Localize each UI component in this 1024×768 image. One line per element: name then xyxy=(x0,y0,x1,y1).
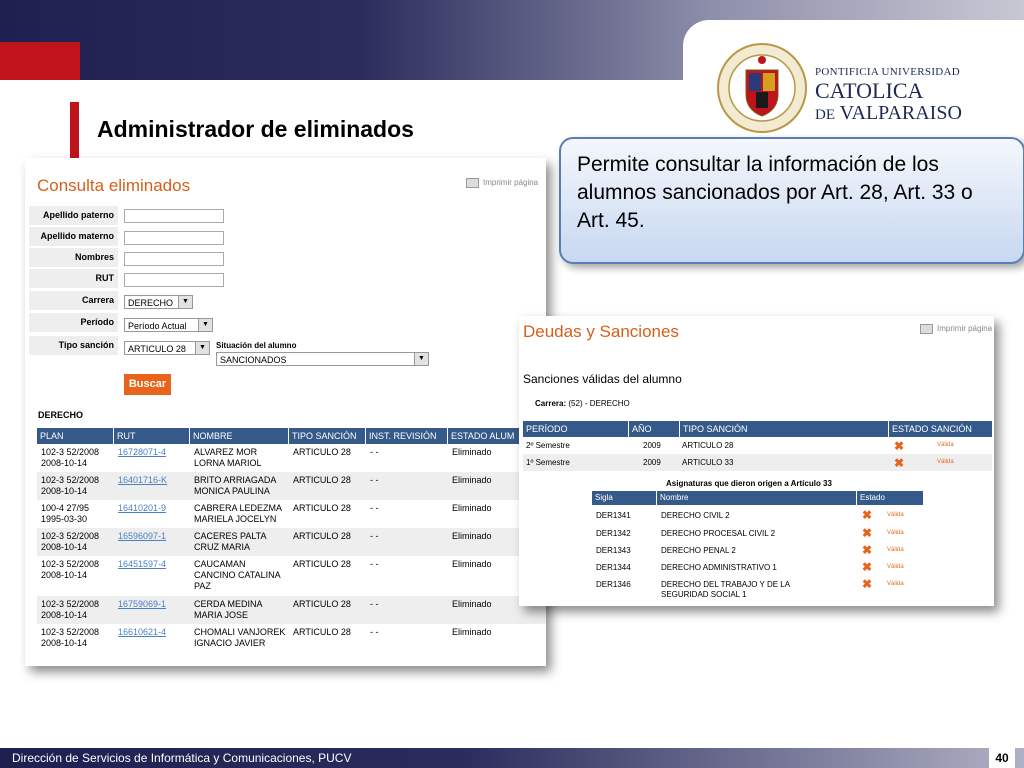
career-section-label: DERECHO xyxy=(38,410,84,420)
deudas-sanciones-panel xyxy=(519,316,994,606)
title-accent-bar xyxy=(70,102,79,160)
cell-inst: - - xyxy=(370,559,379,569)
cell-estado: Eliminado xyxy=(452,627,492,637)
estado-valida: Válida xyxy=(887,512,904,518)
cell-inst: - - xyxy=(370,503,379,513)
cell-nombre: DERECHO DEL TRABAJO Y DE LA SEGURIDAD SOCIAL 1 xyxy=(661,580,790,599)
cell-rut-link[interactable]: 16410201-9 xyxy=(118,503,167,513)
cell-estado: Eliminado xyxy=(452,599,492,609)
table-row xyxy=(523,437,992,454)
cell-inst: - - xyxy=(370,447,379,457)
cell-tipo: ARTICULO 28 xyxy=(293,599,351,609)
cell-rut-link[interactable]: 16451597-4 xyxy=(118,559,167,569)
logo-line-2: CATOLICA xyxy=(815,78,924,103)
situacion-select-value: SANCIONADOS xyxy=(220,355,287,365)
table-row xyxy=(523,454,992,471)
cell-periodo: 1º Semestre xyxy=(526,458,570,467)
footer-bar xyxy=(0,748,1024,768)
table-row xyxy=(37,500,546,528)
cell-sigla: DER1344 xyxy=(596,563,631,572)
cell-anio: 2009 xyxy=(643,458,661,467)
consulta-eliminados-panel xyxy=(25,158,546,666)
footer-text: Dirección de Servicios de Informática y Comunicaciones, PUCV xyxy=(12,751,352,765)
logo-line-3-prefix: DE xyxy=(815,107,835,123)
cell-sigla: DER1346 xyxy=(596,580,631,589)
cell-tipo: ARTICULO 28 xyxy=(293,531,351,541)
table-row xyxy=(37,624,546,664)
rut-label: RUT xyxy=(29,269,118,288)
cell-nombre: DERECHO ADMINISTRATIVO 1 xyxy=(661,563,777,572)
cell-sigla: DER1343 xyxy=(596,546,631,555)
cell-estado: Eliminado xyxy=(452,559,492,569)
logo-line-1: PONTIFICIA UNIVERSIDAD xyxy=(815,66,961,78)
sanciones-header xyxy=(523,421,992,437)
header-red-accent xyxy=(0,42,80,80)
estado-valida: Válida xyxy=(937,442,954,448)
cell-inst: - - xyxy=(370,599,379,609)
sanciones-subtitle: Sanciones válidas del alumno xyxy=(523,372,682,386)
print-link[interactable] xyxy=(920,324,992,334)
table-row xyxy=(592,558,923,575)
apellido-materno-input[interactable] xyxy=(124,231,224,245)
carrera-info-label: Carrera: xyxy=(535,399,567,408)
table-row xyxy=(37,528,546,556)
cell-nombre: BRITO ARRIAGADA MONICA PAULINA xyxy=(194,475,276,496)
cell-tipo: ARTICULO 28 xyxy=(293,559,351,569)
print-label: Imprimir página xyxy=(937,324,993,334)
col-estado-sancion: ESTADO SANCIÓN xyxy=(892,424,972,434)
tipo-sancion-label: Tipo sanción xyxy=(29,336,118,355)
cell-sigla: DER1342 xyxy=(596,529,631,538)
situacion-label: Situación del alumno xyxy=(216,341,297,350)
apellido-paterno-label: Apellido paterno xyxy=(29,206,118,225)
asignaturas-header xyxy=(592,491,923,505)
table-row xyxy=(592,524,923,541)
table-row xyxy=(37,596,546,624)
info-callout: Permite consultar la información de los alumnos sancionados por Art. 28, Art. 33 o Art. 45. xyxy=(559,137,1024,264)
deudas-title: Deudas y Sanciones xyxy=(523,322,679,341)
printer-icon xyxy=(466,178,479,188)
col-tipo-sancion: TIPO SANCIÓN xyxy=(680,421,889,437)
university-logo xyxy=(815,67,962,123)
apellido-paterno-input[interactable] xyxy=(124,209,224,223)
col-nombre: NOMBRE xyxy=(190,428,289,444)
periodo-label: Período xyxy=(29,313,118,332)
col-estado: Estado xyxy=(860,493,885,502)
results-header xyxy=(37,428,546,444)
page-number: 40 xyxy=(989,748,1015,768)
consulta-title: Consulta eliminados xyxy=(37,176,191,195)
carrera-info xyxy=(535,399,630,408)
cell-tipo: ARTICULO 28 xyxy=(682,441,734,450)
col-anio: AÑO xyxy=(629,421,680,437)
carrera-label: Carrera xyxy=(29,291,118,310)
cell-rut-link[interactable]: 16401716-K xyxy=(118,475,168,485)
logo-line-3 xyxy=(815,103,962,123)
cell-inst: - - xyxy=(370,627,379,637)
estado-valida: Válida xyxy=(887,547,904,553)
estado-valida: Válida xyxy=(887,530,904,536)
carrera-select[interactable] xyxy=(124,295,193,309)
cell-plan: 100-4 27/95 1995-03-30 xyxy=(41,503,90,524)
table-row xyxy=(592,575,923,602)
cell-nombre: CACERES PALTA CRUZ MARIA xyxy=(194,531,267,552)
printer-icon xyxy=(920,324,933,334)
logo-line-3-main: VALPARAISO xyxy=(839,102,962,124)
cell-rut-link[interactable]: 16728071-4 xyxy=(118,447,167,457)
estado-valida: Válida xyxy=(887,581,904,587)
col-estado: ESTADO ALUM xyxy=(451,431,515,441)
cell-plan: 102-3 52/2008 2008-10-14 xyxy=(41,599,100,620)
cell-tipo: ARTICULO 28 xyxy=(293,447,351,457)
apellido-materno-label: Apellido materno xyxy=(29,227,118,246)
cell-tipo: ARTICULO 28 xyxy=(293,503,351,513)
cell-periodo: 2º Semestre xyxy=(526,441,570,450)
print-label: Imprimir página xyxy=(483,178,539,188)
cell-estado: Eliminado xyxy=(452,447,492,457)
cell-inst: - - xyxy=(370,475,379,485)
periodo-select-value: Período Actual xyxy=(128,321,187,331)
periodo-select[interactable] xyxy=(124,318,213,332)
university-seal-icon xyxy=(716,42,808,134)
cell-nombre: CABRERA LEDEZMA MARIELA JOCELYN xyxy=(194,503,282,524)
table-row xyxy=(37,556,546,596)
table-row xyxy=(37,472,546,500)
cell-plan: 102-3 52/2008 2008-10-14 xyxy=(41,531,100,552)
chevron-down-icon: ▼ xyxy=(178,296,192,308)
cell-plan: 102-3 52/2008 2008-10-14 xyxy=(41,447,100,468)
col-periodo: PERÍODO xyxy=(523,421,629,437)
x-icon: ✖ xyxy=(862,543,873,557)
col-sigla: Sigla xyxy=(592,491,657,505)
col-inst-revision: INST. REVISIÓN xyxy=(366,428,448,444)
cell-rut-link[interactable]: 16759069-1 xyxy=(118,599,167,609)
cell-tipo: ARTICULO 33 xyxy=(682,458,734,467)
print-link[interactable] xyxy=(466,178,538,188)
cell-nombre: DERECHO CIVIL 2 xyxy=(661,511,730,520)
x-icon: ✖ xyxy=(894,456,905,470)
cell-inst: - - xyxy=(370,531,379,541)
table-row xyxy=(592,541,923,558)
situacion-select[interactable] xyxy=(216,352,429,366)
cell-plan: 102-3 52/2008 2008-10-14 xyxy=(41,475,100,496)
cell-nombre: DERECHO PENAL 2 xyxy=(661,546,736,555)
slide-title: Administrador de eliminados xyxy=(97,116,414,142)
nombres-input[interactable] xyxy=(124,252,224,266)
chevron-down-icon: ▼ xyxy=(414,353,428,365)
cell-tipo: ARTICULO 28 xyxy=(293,475,351,485)
cell-sigla: DER1341 xyxy=(596,511,631,520)
estado-valida: Válida xyxy=(887,564,904,570)
col-nombre: Nombre xyxy=(657,491,857,505)
buscar-button[interactable]: Buscar xyxy=(124,374,171,395)
cell-rut-link[interactable]: 16596097-1 xyxy=(118,531,167,541)
cell-nombre: ALVAREZ MOR LORNA MARIOL xyxy=(194,447,262,468)
table-row xyxy=(37,444,546,472)
carrera-select-value: DERECHO xyxy=(128,298,174,308)
cell-nombre: CHOMALI VANJOREK IGNACIO JAVIER xyxy=(194,627,286,648)
carrera-info-value: (52) - DERECHO xyxy=(568,399,630,408)
x-icon: ✖ xyxy=(862,560,873,574)
x-icon: ✖ xyxy=(894,439,905,453)
rut-input[interactable] xyxy=(124,273,224,287)
cell-tipo: ARTICULO 28 xyxy=(293,627,351,637)
cell-plan: 102-3 52/2008 2008-10-14 xyxy=(41,627,100,648)
cell-rut-link[interactable]: 16610621-4 xyxy=(118,627,167,637)
tipo-sancion-select[interactable] xyxy=(124,341,210,355)
cell-nombre: CAUCAMAN CANCINO CATALINA PAZ xyxy=(194,559,281,591)
x-icon: ✖ xyxy=(862,526,873,540)
chevron-down-icon: ▼ xyxy=(195,342,209,354)
estado-valida: Válida xyxy=(937,459,954,465)
col-rut: RUT xyxy=(114,428,190,444)
cell-nombre: CERDA MEDINA MARIA JOSE xyxy=(194,599,263,620)
tipo-sancion-select-value: ARTICULO 28 xyxy=(128,344,186,354)
nombres-label: Nombres xyxy=(29,248,118,267)
table-row xyxy=(592,506,923,524)
cell-anio: 2009 xyxy=(643,441,661,450)
chevron-down-icon: ▼ xyxy=(198,319,212,331)
cell-estado: Eliminado xyxy=(452,475,492,485)
asignaturas-title: Asignaturas que dieron origen a Artículo 33 xyxy=(666,479,832,488)
cell-nombre: DERECHO PROCESAL CIVIL 2 xyxy=(661,529,776,538)
cell-estado: Eliminado xyxy=(452,503,492,513)
cell-estado: Eliminado xyxy=(452,531,492,541)
x-icon: ✖ xyxy=(862,508,873,522)
x-icon: ✖ xyxy=(862,577,873,591)
cell-plan: 102-3 52/2008 2008-10-14 xyxy=(41,559,100,580)
col-plan: PLAN xyxy=(37,428,114,444)
col-tipo-sancion: TIPO SANCIÓN xyxy=(289,428,366,444)
